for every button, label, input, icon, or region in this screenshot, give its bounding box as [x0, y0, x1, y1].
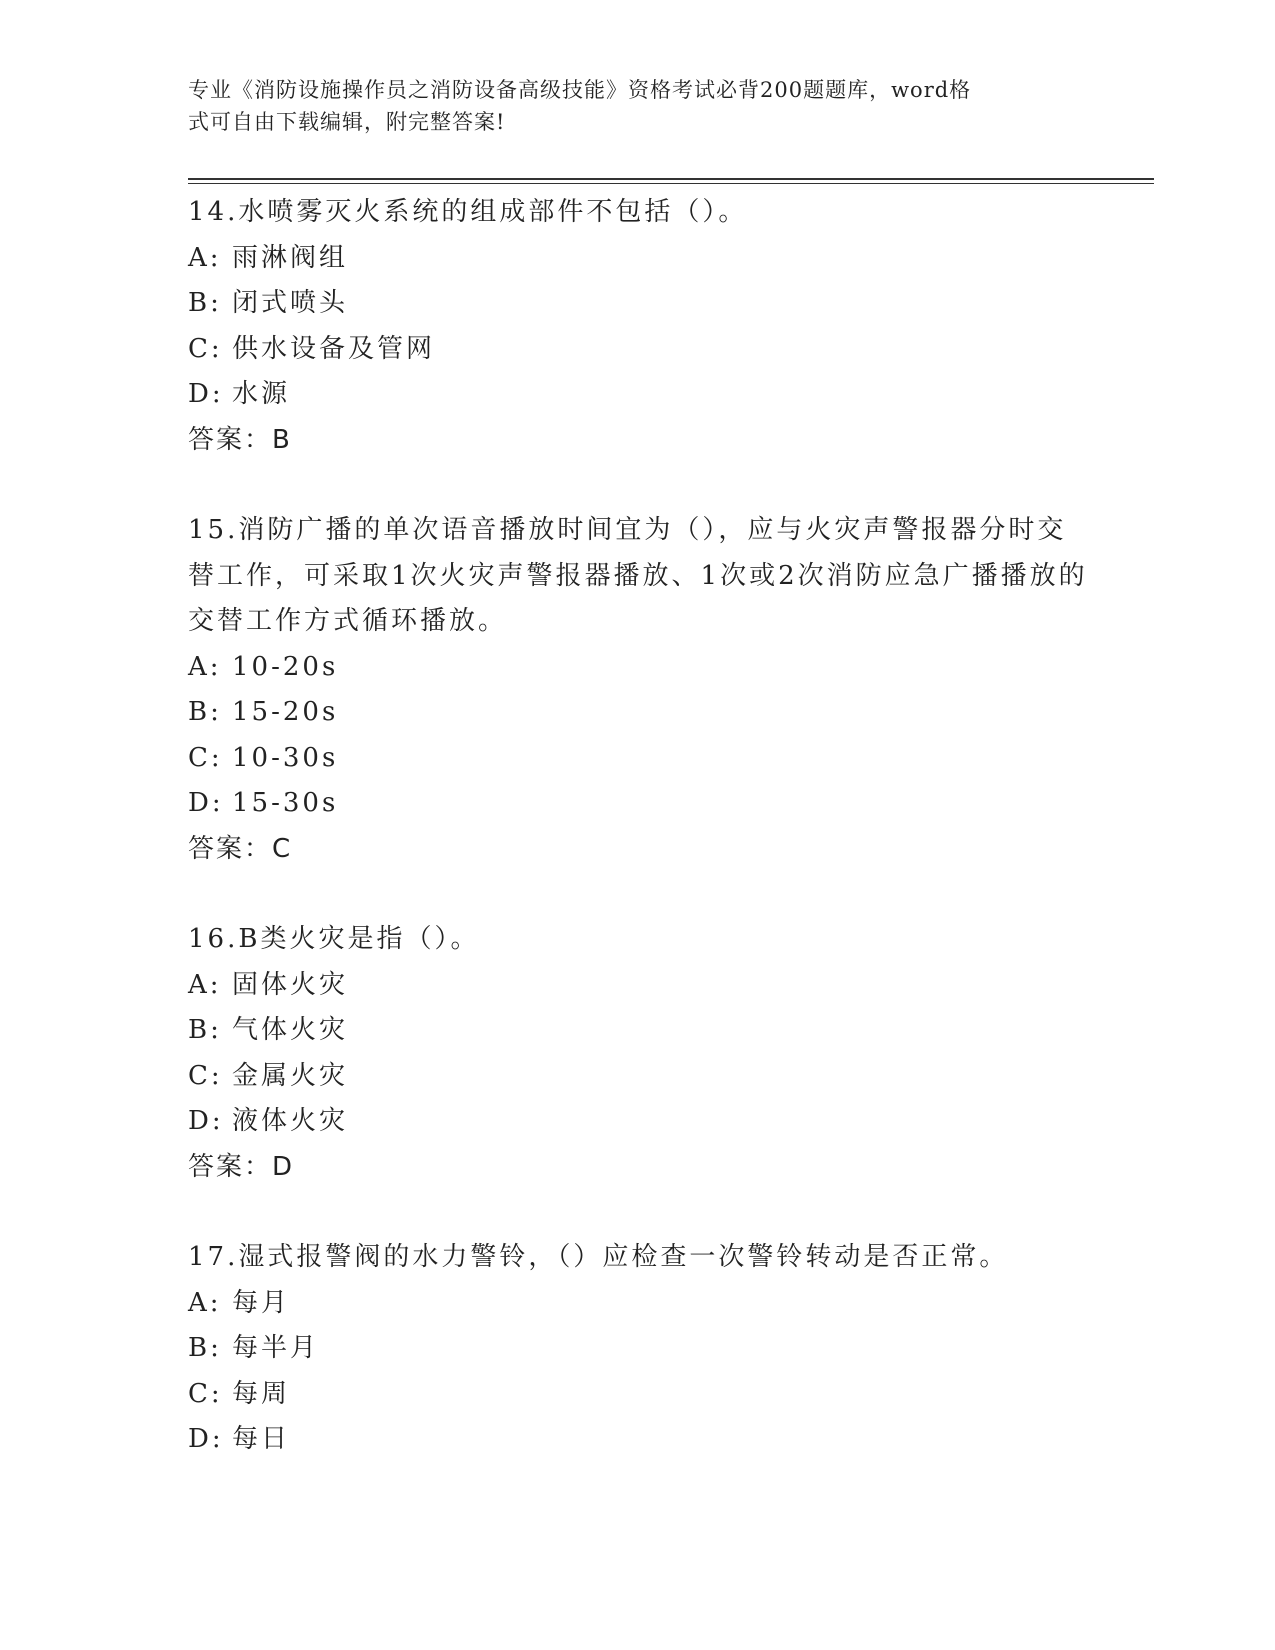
- option-b: [188, 1008, 1088, 1054]
- question-stem: 15.消防广播的单次语音播放时间宜为（），应与火灾声警报器分时交替工作，可采取1次火灾声警报器播放、1次或2次消防应急广播播放的交替工作方式循环播放。: [188, 515, 1088, 636]
- option-a: [188, 963, 1088, 1009]
- option-d: [188, 1099, 1088, 1145]
- option-label: B:: [188, 1015, 222, 1045]
- option-label: C:: [188, 1060, 223, 1091]
- option-text: 每日: [232, 1424, 291, 1454]
- option-label: A:: [188, 651, 222, 682]
- option-text: 15-30s: [232, 788, 339, 818]
- header-divider-thin: [188, 183, 1154, 184]
- option-text: 10-20s: [232, 651, 339, 682]
- question-16: [188, 917, 1088, 1190]
- option-label: B:: [188, 1333, 222, 1363]
- document-header: [188, 74, 1088, 138]
- option-c: [188, 327, 1088, 373]
- option-label: A:: [188, 969, 222, 1000]
- header-divider-thick: [188, 178, 1154, 180]
- option-label: B:: [188, 697, 222, 727]
- option-text: 供水设备及管网: [232, 333, 436, 364]
- option-text: 15-20s: [232, 697, 339, 727]
- option-text: 雨淋阀组: [232, 242, 349, 273]
- question-stem: 16.B类火灾是指（）。: [188, 924, 480, 954]
- option-text: 闭式喷头: [232, 288, 349, 318]
- option-text: 液体火灾: [232, 1106, 349, 1136]
- option-d: [188, 1417, 1088, 1463]
- option-text: 固体火灾: [232, 969, 349, 1000]
- option-label: C:: [188, 1378, 223, 1409]
- question-stem: 17.湿式报警阀的水力警铃，（）应检查一次警铃转动是否正常。: [188, 1242, 1009, 1272]
- question-list: [188, 190, 1088, 1508]
- question-15: [188, 508, 1088, 872]
- option-a: [188, 645, 1088, 691]
- option-text: 水源: [232, 379, 291, 409]
- option-label: A:: [188, 1287, 222, 1318]
- option-text: 金属火灾: [232, 1060, 349, 1091]
- header-line-1: 专业《消防设施操作员之消防设备高级技能》资格考试必背200题题库，word格: [188, 78, 972, 102]
- answer: 答案：D: [188, 1151, 295, 1182]
- question-14: [188, 190, 1088, 463]
- option-label: C:: [188, 333, 223, 364]
- option-label: A:: [188, 242, 222, 273]
- option-b: [188, 1326, 1088, 1372]
- answer: 答案：B: [188, 424, 292, 455]
- option-a: [188, 236, 1088, 282]
- question-17: [188, 1235, 1088, 1463]
- option-c: [188, 1054, 1088, 1100]
- question-stem: 14.水喷雾灭火系统的组成部件不包括（）。: [188, 197, 748, 227]
- header-line-2: 式可自由下载编辑，附完整答案!: [188, 110, 506, 134]
- option-text: 每周: [232, 1378, 291, 1409]
- option-label: C:: [188, 742, 223, 773]
- answer: 答案：C: [188, 833, 293, 864]
- option-d: [188, 781, 1088, 827]
- option-c: [188, 736, 1088, 782]
- option-c: [188, 1372, 1088, 1418]
- option-label: D:: [188, 379, 224, 409]
- option-a: [188, 1281, 1088, 1327]
- option-b: [188, 690, 1088, 736]
- option-label: B:: [188, 288, 222, 318]
- option-text: 每月: [232, 1287, 291, 1318]
- option-label: D:: [188, 1424, 224, 1454]
- option-b: [188, 281, 1088, 327]
- option-label: D:: [188, 788, 224, 818]
- option-text: 10-30s: [232, 742, 339, 773]
- option-text: 气体火灾: [232, 1015, 349, 1045]
- option-d: [188, 372, 1088, 418]
- option-text: 每半月: [232, 1333, 320, 1363]
- option-label: D:: [188, 1106, 224, 1136]
